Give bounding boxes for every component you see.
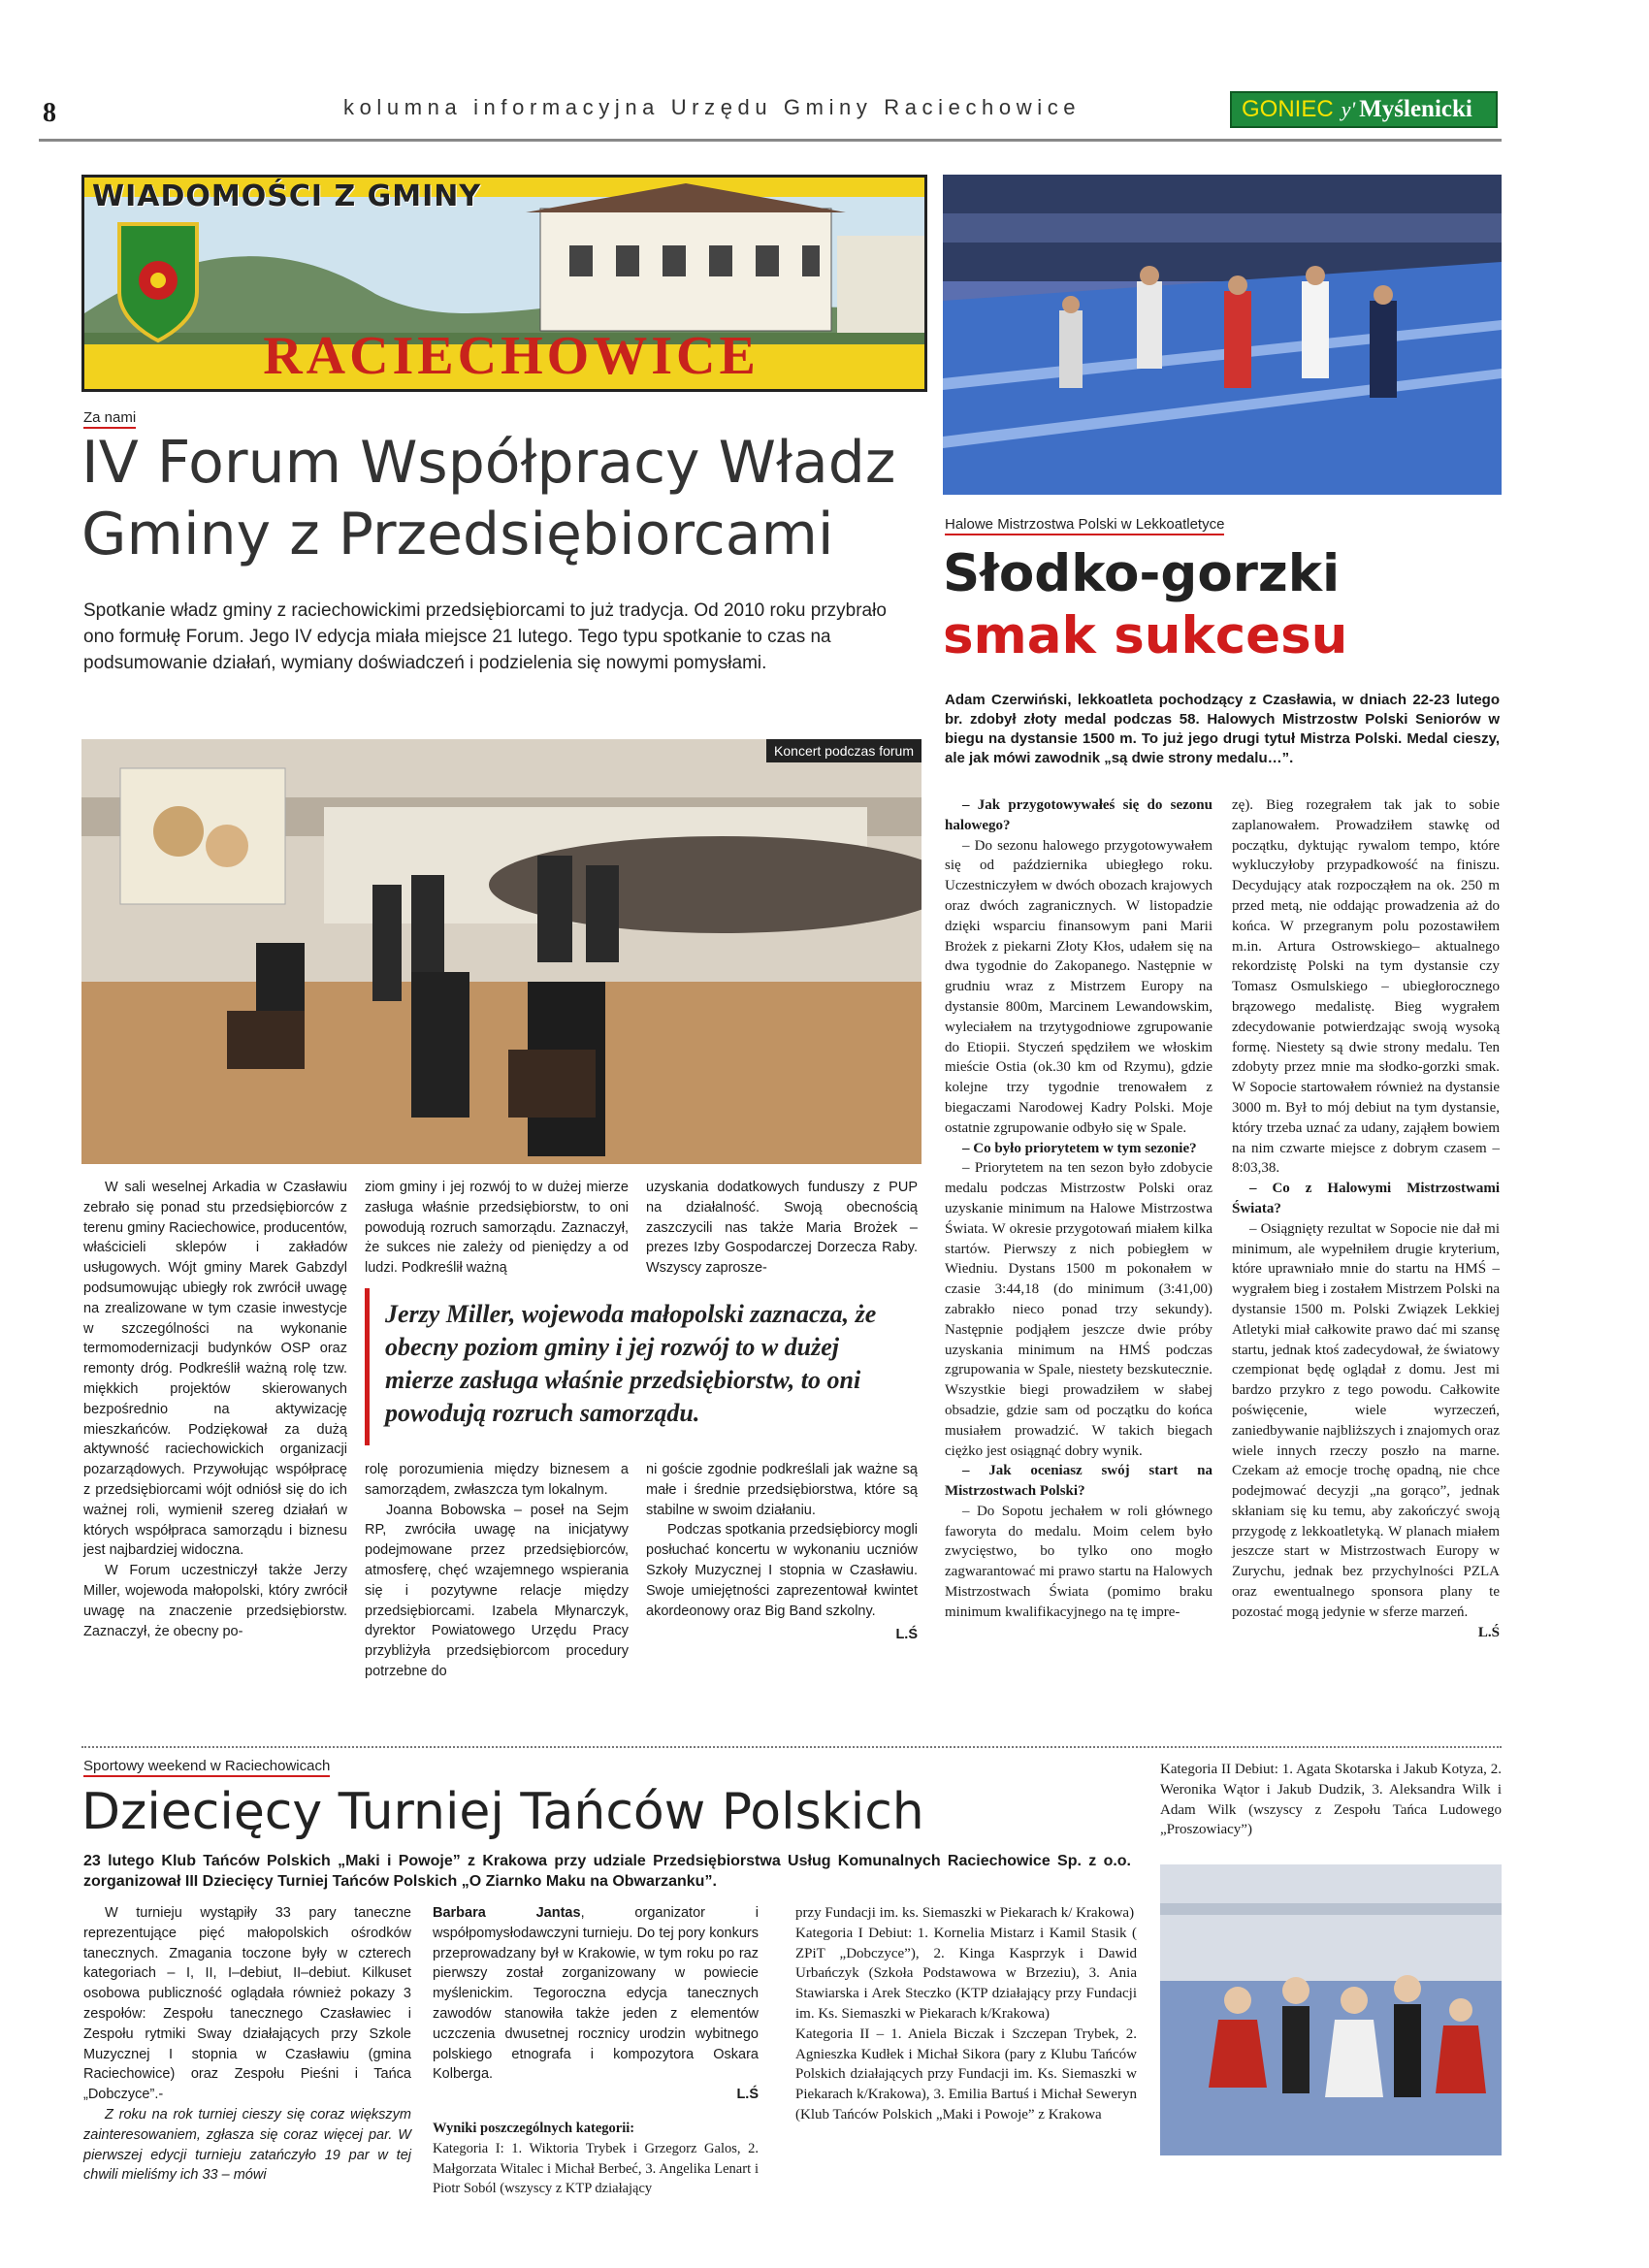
interview-answer-1: – Do sezonu halowego przygotowywałem się od października ubiegłego roku. Uczestniczyłem w dwóch obozach krajowych oraz dwóch zagranicznych. W listopadzie dzięki wsparciu finansowym pani Marii Brożek z piekarni Złoty Kłos, udałem się na dwa tygodnie do Zakopanego. Następnie w grudniu wraz z Mistrzem Europy na dystansie 800m, Marcinem Lewandowskim, wyleciałem na trzytygodniowe zgrupowanie do Etiopii. Styczeń spędziłem we włoskim mieście Ostia (ok.30 km od Rzymu), gdzie kolejne trzy tygodnie trenowałem z biegaczami Narodowej Kadry Polski. Moje ostatnie zgrupowanie odbyło się w Spale.	[945, 837, 1212, 1136]
results-category-2-debut: Kategoria II Debiut: 1. Agata Skotarska i Jakub Kotyza, 2. Weronika Wątor i Jakub Dudzik, 3. Aleksandra Wilk i Adam Wilk (wszyscy z Zespołu Tańca Ludowego „Proszowiacy”)	[1160, 1762, 1502, 1838]
dance-signature: L.Ś	[736, 2087, 759, 2103]
photo-caption: Koncert podczas forum	[766, 739, 922, 762]
results-category-1-debut: Kategoria I Debiut: 1. Kornelia Mistarz i Kamil Stasik ( ZPiT „Dobczyce”), 2. Kinga Kasprzyk i Dawid Urbańczyk (Szkoła Podstawowa w Brzeziu), 3. Ania Stawiarska i Arek Steczko (KTP działający przy Fundacji im. Ks. Siemaszki w Piekarach k/Krakowa)	[795, 1925, 1137, 2022]
forum-col1-p2: W Forum uczestniczył także Jerzy Miller, wojewoda małopolski, który zwrócił uwagę na znaczenie przedsiębiorstw. Zaznaczył, że obecny po-	[83, 1563, 347, 1639]
dance-column-3	[795, 1903, 1137, 2125]
sport-kicker: Halowe Mistrzostwa Polski w Lekkoatletyce	[945, 516, 1224, 535]
forum-col1-p1: W sali weselnej Arkadia w Czasławiu zebrało się ponad stu przedsiębiorców z terenu gminy Raciechowice, producentów, właścicieli sklepów i zakładów usługowych. Wójt gminy Marek Gabzdyl podsumowując ubiegły rok zwrócił uwagę na zrealizowane w tym czasie inwestycje w szczególności na wykonanie termomodernizacji budynków OSP oraz remonty dróg. Podkreślił ważną rolę tzw. miękkich projektów skierowanych bezpośrednio na aktywizację mieszkańców. Podziękował za dużą aktywność raciechowickich organizacji pozarządowych. Przywołując współpracę z przedsiębiorcami wójt odniósł się do ich ważnej roli, wymienił szereg działań w których współpraca samorządu i biznesu jest najbardziej widoczna.	[83, 1180, 347, 1559]
dance-title: Dziecięcy Turniej Tańców Polskich	[81, 1783, 924, 1841]
running-photo	[943, 175, 1502, 495]
forum-title-line1: IV Forum Współpracy Władz	[81, 429, 896, 497]
sport-title-line2: smak sukcesu	[943, 606, 1348, 665]
logo-myslenicki-text: Myślenicki	[1359, 96, 1472, 122]
sport-title-line1: Słodko-gorzki	[943, 544, 1341, 603]
forum-kicker: Za nami	[83, 409, 136, 429]
interview-answer-4: – Osiągnięty rezultat w Sopocie nie dał mi minimum, ale wypełniłem drugie kryterium, które uprawniało mnie do startu na HMŚ – wygrałem bieg i zostałem Mistrzem Polski na dystansie 1500 m. Polski Związek Lekkiej Atletyki miał całkowite prawo dać mi szansę startu, jednak ktoś zadecydował, że światowy czempionat będę oglądał z domu. Jest mi bardzo przykro z tego powodu. Całkowite poświęcenie, wiele wyrzeczeń, zaniedbywanie najbliższych i znajomych oraz wiele innych rzeczy poszło na marne. Czekam aż emocje trochę opadną, nie chce podejmować decyzji „na gorąco”, jednak skłaniam się ku temu, aby zakończyć swoją przygodę z lekkoatletyką. W planach miałem jeszcze start w Mistrzostwach Europy w Zurychu, jednak bez przychylności PZLA oraz ewentualnego sponsora plany te pozostać mogą jedynie w sferze marzeń.	[1232, 1220, 1500, 1620]
forum-col2-p3: Joanna Bobowska – poseł na Sejm RP, zwróciła uwagę na inicjatywy podejmowane przez przedsiębiorców, atmosferę, chęć wzajemnego wspierania się i pozytywne relacje między przedsiębiorcami. Izabela Młynarczyk, dyrektor Powiatowego Urzędu Pracy przybliżyła przedsiębiorcom procedury potrzebne do	[365, 1502, 629, 1679]
interview-question-4: – Co z Halowymi Mistrzostwami Świata?	[1232, 1181, 1500, 1216]
dance-col1-p1: W turnieju wystąpiły 33 pary taneczne reprezentujące pięć małopolskich ośrodków tanecznych. Zmagania toczone były w czterech kategoriach – I, II, I–debiut, II–debiut. Kilkuset osobowa publiczność oglądała również pokazy 3 zespołów: Zespołu tanecznego Czasławiec i Zespołu rytmiki Sway działających przy Szkole Muzycznej I stopnia w Czasławiu (gmina Raciechowice) oraz Zespołu Pieśni i Tańca „Dobczyce”.-	[83, 1905, 411, 2103]
forum-title-line2: Gminy z Przedsiębiorcami	[81, 501, 834, 568]
section-divider	[81, 1746, 1502, 1750]
forum-title	[81, 427, 925, 570]
forum-column-3	[646, 1178, 918, 1279]
concert-photo	[81, 739, 922, 1164]
forum-signature: L.Ś	[895, 1627, 918, 1643]
goniec-logo: GONIEC y' Myślenicki	[1230, 91, 1498, 128]
page-header-title: kolumna informacyjna Urzędu Gminy Raciechowice	[343, 95, 1082, 119]
dance-photo	[1160, 1864, 1502, 2155]
coat-of-arms-icon	[119, 224, 197, 340]
dance-col2-text: , organizator i współpomysłodawczyni turnieju. Do tej pory konkurs przeprowadzany był w Krakowie, w tym roku po raz pierwszy został zorganizowany w powiecie myślenickim. Tegoroczna edycja tanecznych zawodów stanowiła także jeden z elementów uczczenia dwusetnej rocznicy urodzin wybitnego polskiego etnografa i kompozytora Oskara Kolberga.	[433, 1905, 760, 2083]
forum-column-2b	[365, 1460, 629, 1682]
forum-lead: Spotkanie władz gminy z raciechowickimi przedsiębiorcami to już tradycja. Od 2010 roku przybrało ono formułę Forum. Jego IV edycja miała miejsce 21 lutego. Tego typu spotkanie to czas na podsumowanie działań, wymiany doświadczeń i podzielenia się nowymi pomysłami.	[83, 600, 887, 673]
page-number: 8	[43, 98, 56, 128]
dance-column-4	[1160, 1760, 1502, 1840]
interview-answer-2: – Priorytetem na ten sezon było zdobycie medalu podczas Mistrzostw Polski oraz uzyskanie minimum na Halowe Mistrzostwa Świata. W okresie przygotowań miałem kilka startów. Pierwszy z nich pobiegłem w Wiedniu. Dystans 1500 m pokonałem w czasie 3:44,18 (do minimum (3:41,00) zabrakło nieco ponad trzy sekundy). Następnie podjąłem jeszcze dwie próby uzyskania minimum na HMŚ podczas zgrupowania w Spale, niestety bezskutecznie. Wszystkie biegi prowadziłem w słabej obsadzie, gdzie sam od początku do końca musiałem prowadzić. W takich biegach ciężko jest osiągnąć dobry wynik.	[945, 1160, 1212, 1459]
forum-col3-p3: Podczas spotkania przedsiębiorcy mogli posłuchać koncertu w wykonaniu uczniów Szkoły Muzycznej I stopnia w Czasławiu. Swoje umiejętności zaprezentował kwintet akordeonowy oraz Big Band szkolny.	[646, 1522, 918, 1619]
forum-column-1	[83, 1178, 347, 1641]
dance-organizer-name: Barbara Jantas	[433, 1905, 581, 1921]
forum-column-2	[365, 1178, 629, 1279]
results-category-1: Kategoria I: 1. Wiktoria Trybek i Grzegorz Galos, 2. Małgorzata Witalec i Michał Berbeć, 3. Angelika Lenart i Piotr Soból (wszyscy z KTP działający	[433, 2140, 759, 2197]
banner-bottom-text: RACIECHOWICE	[263, 326, 760, 386]
forum-col3-p2: ni goście zgodnie podkreślali jak ważne są małe i średnie przedsiębiorstwa, które są stabilne w swoim działaniu.	[646, 1462, 918, 1518]
sport-column-1	[945, 795, 1212, 1623]
interview-question-1: – Jak przygotowywałeś się do sezonu halowego?	[945, 797, 1212, 833]
dance-column-1	[83, 1903, 411, 2186]
forum-col2-p1: ziom gminy i jej rozwój to w dużej mierze zasługa właśnie przedsiębiorstw, to oni powodują rozruch samorządu. Zaznaczył, że sukces nie zależy od pieniędzy a od ludzi. Podkreślił ważną	[365, 1180, 629, 1277]
banner-top-text: WIADOMOŚCI Z GMINY	[92, 179, 482, 213]
sport-lead: Adam Czerwiński, lekkoatleta pochodzący z Czasławia, w dniach 22-23 lutego br. zdobył złoty medal podczas 58. Halowych Mistrzostw Polski Seniorów w biegu na dystansie 1500 m. To już jego drugi tytuł Mistrza Polski. Medal cieszy, ale jak mówi zawodnik „są dwie strony medalu…”.	[945, 692, 1500, 766]
forum-col2-p2: rolę porozumienia między biznesem a samorządem, zwłaszcza tym lokalnym.	[365, 1462, 629, 1498]
forum-col3-p1: uzyskania dodatkowych funduszy z PUP na działalność. Swoją obecnością zaszczycili nas także Maria Brożek – prezes Izby Gospodarczej Dorzecza Raby. Wszyscy zaprosze-	[646, 1180, 918, 1277]
results-category-2: Kategoria II – 1. Aniela Biczak i Szczepan Trybek, 2. Agnieszka Kudłek i Michał Sikora (pary z Klubu Tańców Polskich działających przy Fundacji im. Ks. Siemaszki w Piekarach k/Krakowa), 3. Emilia Bartuś i Michał Seweryn (Klub Tańców Polskich „Maki i Powoje” z Krakowa	[795, 2025, 1137, 2122]
logo-goniec-text: GONIEC	[1242, 96, 1334, 122]
interview-question-2: – Co było priorytetem w tym sezonie?	[962, 1140, 1197, 1156]
sport-title	[943, 543, 1502, 667]
header-rule	[39, 139, 1502, 142]
dance-column-2	[433, 1903, 759, 2199]
forum-column-3b	[646, 1460, 918, 1645]
results-title: Wyniki poszczególnych kategorii:	[433, 2120, 635, 2136]
wiadomosci-banner	[81, 175, 927, 392]
interview-answer-3-cont: zę). Bieg rozegrałem tak jak to sobie zaplanowałem. Prowadziłem stawkę od początku, dyktując rywalom tempo, które wykluczyłoby przypadkowość na finiszu. Decydujący atak rozpocząłem na ok. 250 m przed metą, nie oddając prowadzenia aż do końca. W przegranym polu pozostawiłem m.in. Artura Ostrowskiego– aktualnego rekordzistę Polski na tym dystansie czy Tomasz Osmulskiego – ubiegłorocznego brązowego medalistę. Bieg wygrałem zdecydowanie potwierdzając swoją wysoką formę. Niestety są dwie strony medalu. Ten zdobyty przez mnie ma słodko-gorzki smak. W Sopocie startowałem również na dystansie 3000 m. Był to mój debiut na tym dystansie, który trzeba uznać za udany, zająłem bowiem na nim czwarte miejsce z dobrym czasem – 8:03,38.	[1232, 797, 1500, 1177]
dance-kicker: Sportowy weekend w Raciechowicach	[83, 1758, 330, 1777]
interview-question-3: – Jak oceniasz swój start na Mistrzostwach Polski?	[945, 1463, 1212, 1500]
pull-quote: Jerzy Miller, wojewoda małopolski zaznacza, że obecny poziom gminy i jej rozwój to w dużej mierze zasługa właśnie przedsiębiorstw, to oni powodują rozruch samorządu.	[365, 1288, 914, 1445]
interview-answer-3: – Do Sopotu jechałem w roli głównego faworyta do medalu. Moim celem było zwycięstwo, bo tylko ono mogło zagwarantować mi prawo startu na Halowych Mistrzostwach Świata (pomimo braku minimum kwalifikacyjnego na tę impre-	[945, 1503, 1212, 1620]
dance-col1-p2: Z roku na rok turniej cieszy się coraz większym zainteresowaniem, zgłasza się coraz więcej par. W pierwszej edycji turnieju zatańczyło 19 par w tej chwili mieliśmy ich 33 – mówi	[83, 2106, 411, 2184]
dance-lead: 23 lutego Klub Tańców Polskich „Maki i Powoje” z Krakowa przy udziale Przedsiębiorstwa Usług Komunalnych Raciechowice Sp. z o.o. zorganizował III Dziecięcy Turniej Tańców Polskich „O Ziarnko Maku na Obwarzanku”.	[83, 1853, 1131, 1890]
sport-signature: L.Ś	[1477, 1624, 1500, 1640]
sport-column-2	[1232, 795, 1500, 1642]
results-category-1-cont: przy Fundacji im. ks. Siemaszki w Piekarach k/ Krakowa)	[795, 1905, 1135, 1921]
